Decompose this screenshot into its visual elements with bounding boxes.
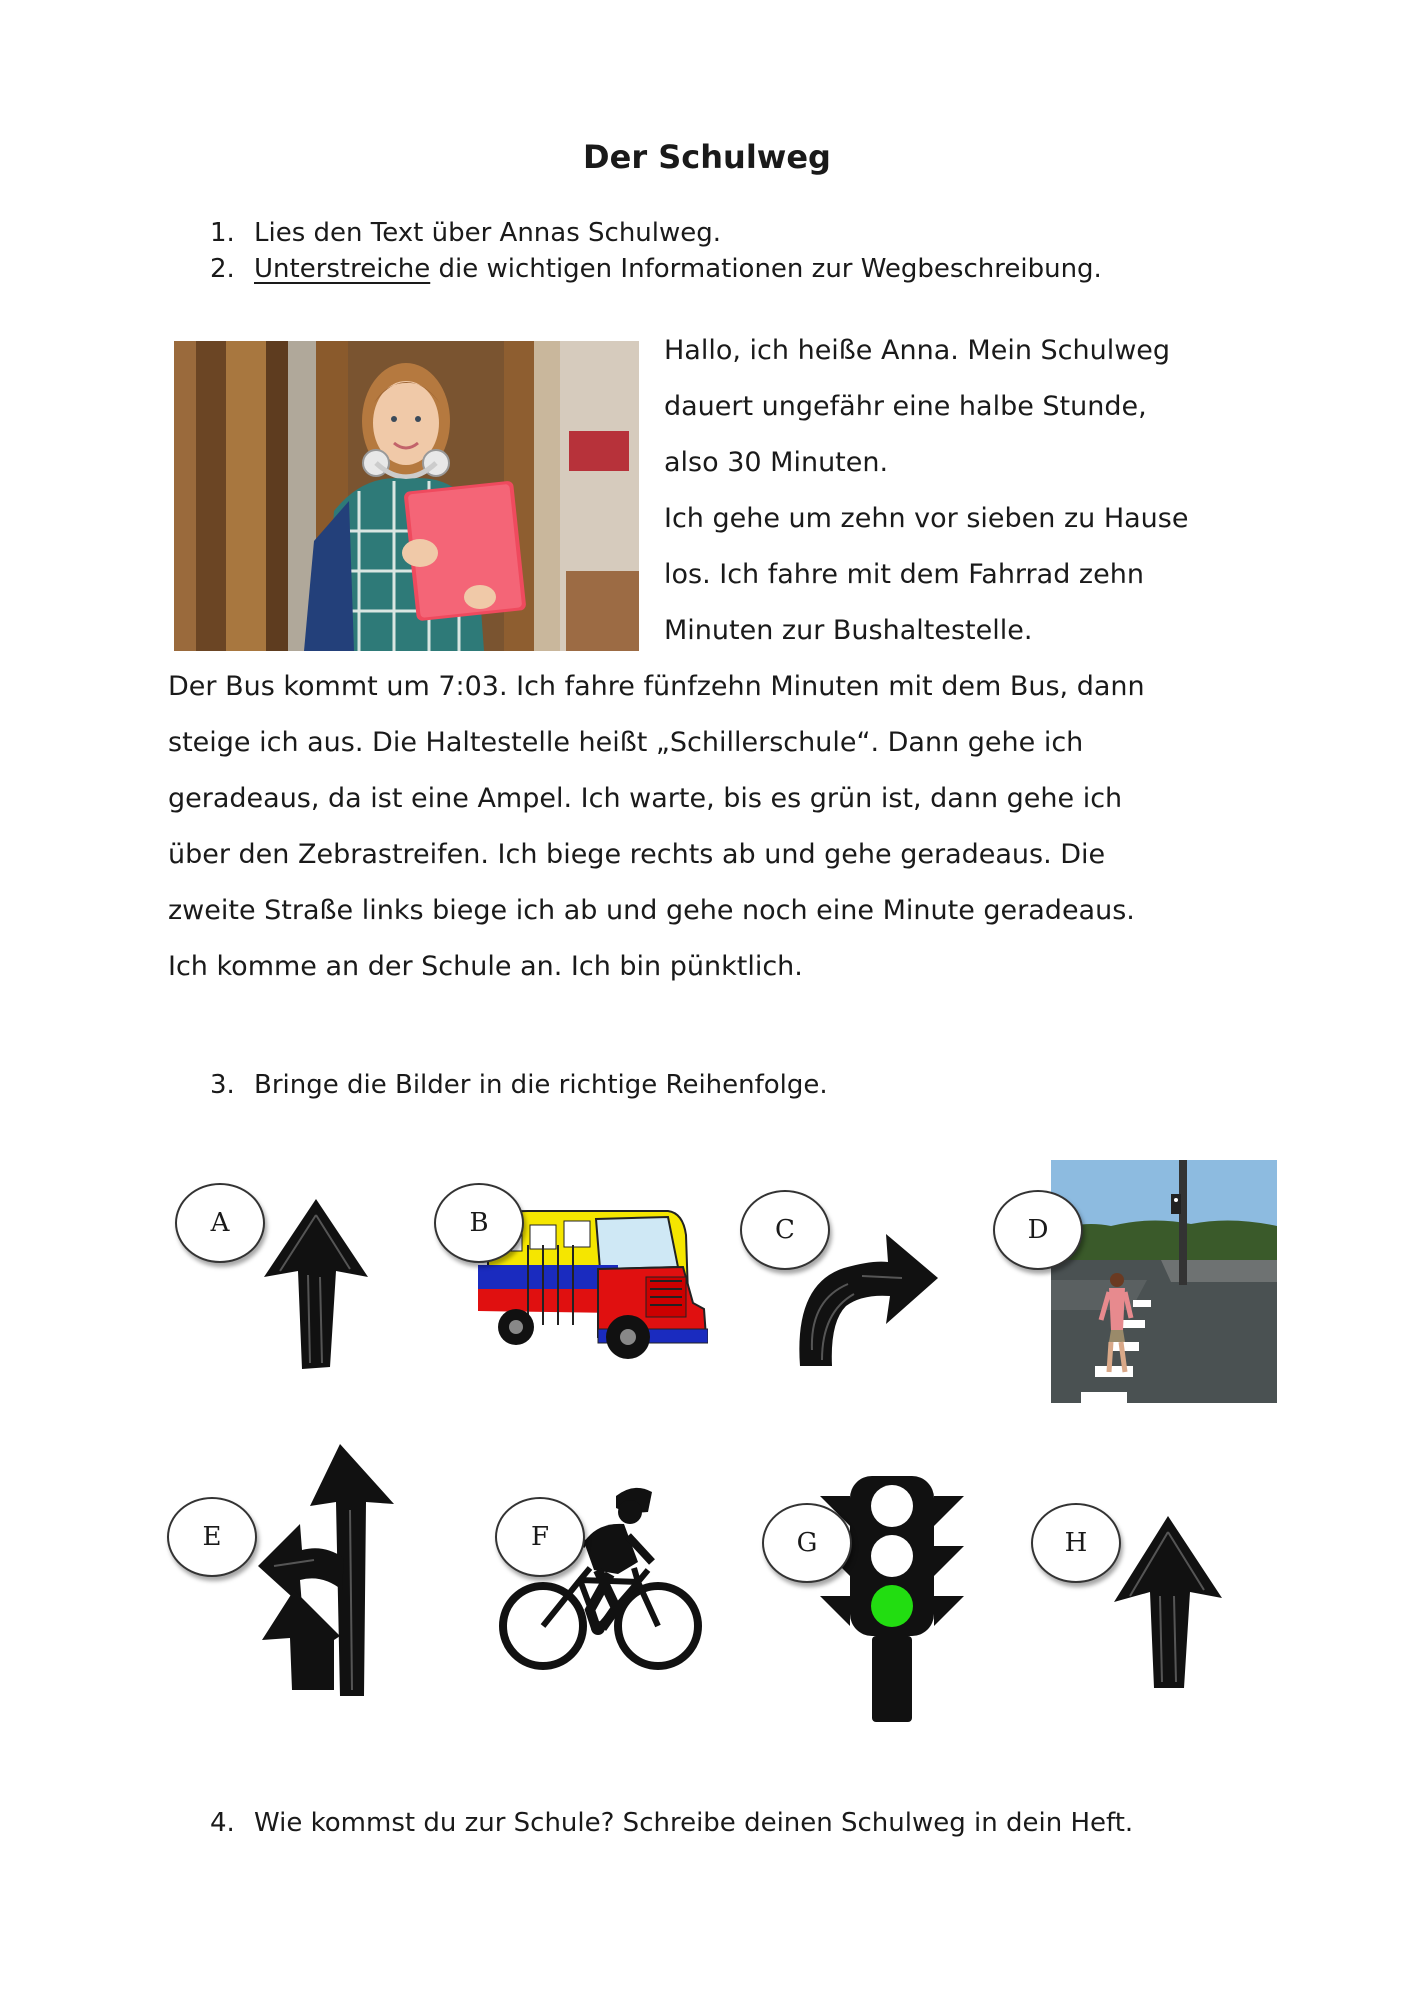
picture-label: B <box>434 1183 524 1263</box>
story-line: also 30 Minuten. <box>664 447 889 478</box>
picture-label: F <box>495 1497 585 1577</box>
task-3 <box>210 1070 828 1100</box>
picture-e-arrow-left-straight-icon <box>254 1440 404 1700</box>
task-text: die wichtigen Informationen zur Wegbeschreibung. <box>430 254 1102 284</box>
story-line: Hallo, ich heiße Anna. Mein Schulweg <box>664 335 1171 366</box>
anna-photo <box>174 341 639 651</box>
task-text: Bringe die Bilder in die richtige Reihenfolge. <box>254 1070 828 1100</box>
picture-a-arrow-up-icon <box>258 1195 373 1375</box>
story-line: dauert ungefähr eine halbe Stunde, <box>664 391 1147 422</box>
picture-label: A <box>175 1183 265 1263</box>
task-text: Lies den Text über Annas Schulweg. <box>254 218 722 248</box>
task-number: 2. <box>210 254 235 284</box>
task-number: 3. <box>210 1070 235 1100</box>
story-line: Der Bus kommt um 7:03. Ich fahre fünfzehn Minuten mit dem Bus, dann <box>168 671 1145 702</box>
task-4 <box>210 1808 1133 1838</box>
picture-label: G <box>762 1503 852 1583</box>
story-line: über den Zebrastreifen. Ich biege rechts ab und gehe geradeaus. Die <box>168 839 1106 870</box>
story-line: los. Ich fahre mit dem Fahrrad zehn <box>664 559 1144 590</box>
task-number: 4. <box>210 1808 235 1838</box>
picture-h-arrow-up-icon <box>1110 1512 1225 1692</box>
story-line: zweite Straße links biege ich ab und gehe noch eine Minute geradeaus. <box>168 895 1135 926</box>
story-line: steige ich aus. Die Haltestelle heißt „Schillerschule“. Dann gehe ich <box>168 727 1084 758</box>
picture-d-crosswalk-scene <box>1051 1160 1277 1403</box>
picture-label: E <box>167 1497 257 1577</box>
task-2 <box>210 254 1102 284</box>
story-line: geradeaus, da ist eine Ampel. Ich warte, bis es grün ist, dann gehe ich <box>168 783 1123 814</box>
page-title: Der Schulweg <box>583 138 831 176</box>
story-line: Minuten zur Bushaltestelle. <box>664 615 1033 646</box>
underlined-word: Unterstreiche <box>254 254 431 284</box>
picture-label: C <box>740 1190 830 1270</box>
story-line: Ich komme an der Schule an. Ich bin pünktlich. <box>168 951 803 982</box>
task-text: Wie kommst du zur Schule? Schreibe deinen Schulweg in dein Heft. <box>254 1808 1134 1838</box>
picture-label: H <box>1031 1503 1121 1583</box>
picture-g-traffic-light-green-icon <box>820 1472 964 1722</box>
task-1 <box>210 218 721 248</box>
story-line: Ich gehe um zehn vor sieben zu Hause <box>664 503 1189 534</box>
task-number: 1. <box>210 218 235 248</box>
picture-label: D <box>993 1190 1083 1270</box>
